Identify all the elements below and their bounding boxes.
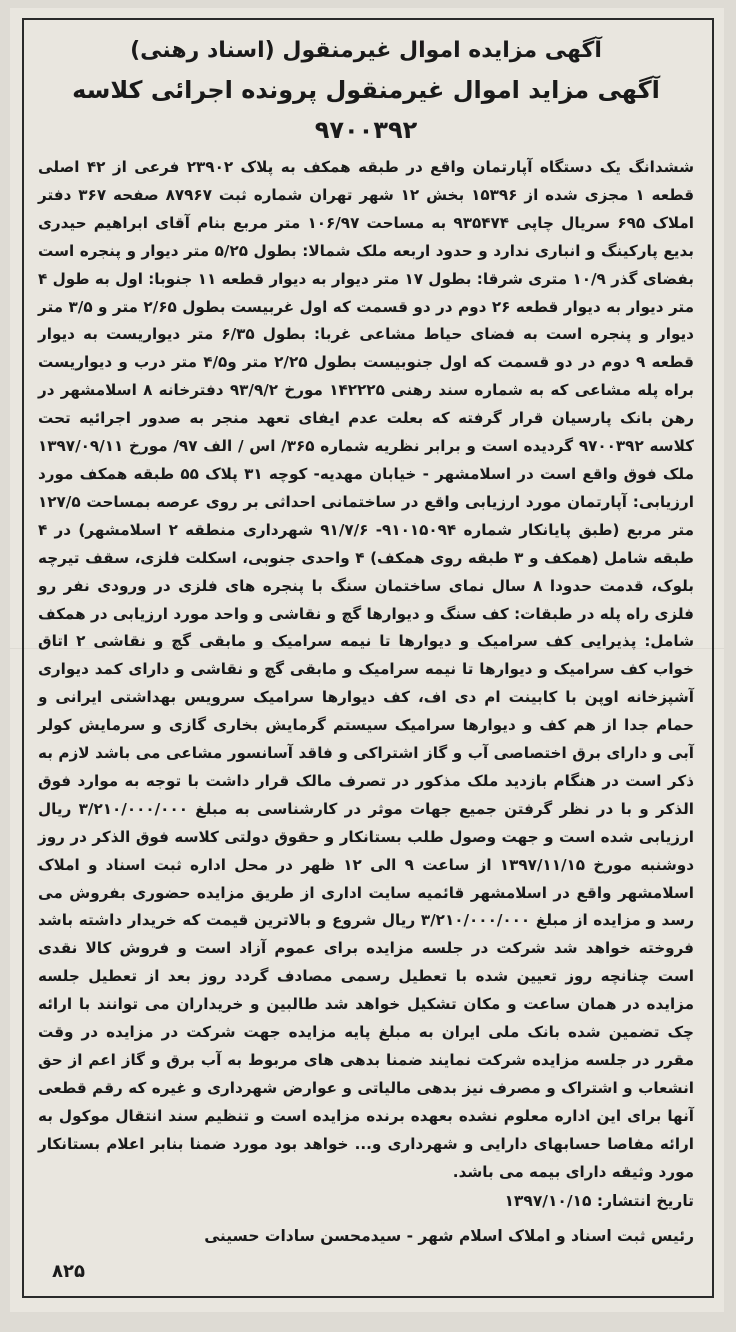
page-number: ۸۲۵ xyxy=(52,1261,85,1282)
notice-subtitle: آگهی مزاید اموال غیرمنقول پرونده اجرائی کلاسه ۹۷۰۰۳۹۲ xyxy=(72,76,660,144)
publish-date: تاریخ انتشار: ۱۳۹۷/۱۰/۱۵ xyxy=(504,1191,694,1210)
signature-line: رئیس ثبت اسناد و املاک اسلام شهر - سیدمحسن سادات حسینی xyxy=(204,1226,694,1245)
notice-body: ششدانگ یک دستگاه آپارتمان واقع در طبقه همکف به پلاک ۲۳۹۰۲ فرعی از ۴۲ اصلی قطعه ۱ مجزی شده از ۱۵۳۹۶ بخش ۱۲ شهر تهران شماره ثبت ۸۷۹۶۷ صفحه ۳۶۷ دفتر املاک ۶۹۵ سریال چاپی ۹۳۵۴۷۴ به مساحت ۱۰۶/۹۷ متر مربع بنام آقای ابراهیم حیدری بدیع پارکینگ و انباری ندارد و حدود اربعه ملک شمالا: بطول ۵/۲۵ متر دیوار و پنجره است بفضای گذر ۱۰/۹ متری شرقا: بطول ۱۷ متر دیوار به دیوار قطعه ۱۱ جنوبا: اول به طول ۴ متر دیوار به دیوار قطعه ۲۶ دوم در دو قسمت که اول غربیست بطول ۲/۶۵ متر و ۳/۵ متر دیوار و پنجره است به فضای حیاط مشاعی غربا: بطول ۶/۳۵ متر دیواریست به دیوار قطعه ۹ دوم در دو قسمت که اول جنوبیست بطول ۲/۲۵ متر و۴/۵ متر درب و دیواریست براه پله مشاعی که به شماره سند رهنی ۱۴۲۲۲۵ مورخ ۹۳/۹/۲ دفترخانه ۸ اسلامشهر در رهن بانک پارسیان قرار گرفته که بعلت عدم ایفای تعهد منجر به صدور اجرائیه تحت کلاسه ۹۷۰۰۳۹۲ گردیده است و برابر نظریه شماره ۳۶۵/ اس / الف ۹۷/ مورخ ۱۳۹۷/۰۹/۱۱ ملک فوق واقع است در اسلامشهر - خیابان مهدیه- کوچه ۳۱ پلاک ۵۵ طبقه همکف مورد ارزیابی: آپارتمان مورد ارزیابی واقع در ساختمانی احداثی بر روی عرصه بمساحت ۱۲۷/۵ متر مربع (طبق پایانکار شماره ۹۱۰۱۵۰۹۴- ۹۱/۷/۶ شهرداری منطقه ۲ اسلامشهر) در ۴ طبقه شامل (همکف و ۳ طبقه روی همکف) ۴ واحدی جنوبی، اسکلت فلزی، سقف تیرچه بلوک، قدمت حدودا ۸ سال نمای ساختمان سنگ با پنجره های فلزی در ورودی نفر رو فلزی راه پله در طبقات: کف سنگ و دیوارها گچ و نقاشی و واحد مورد ارزیابی در همکف شامل: پذیرایی کف سرامیک و دیوارها تا نیمه سرامیک و مابقی گچ و نقاشی ۲ اتاق خواب کف سرامیک و دیوارها تا نیمه سرامیک و مابقی گچ و نقاشی و دارای کمد دیواری آشپزخانه اوپن با کابینت ام دی اف، کف دیوارها سرامیک سرویس بهداشتی ایرانی و حمام جدا از هم کف و دیوارها سرامیک سیستم گرمایش بخاری گازی و سرمایش کولر آبی و دارای برق اختصاصی آب و گاز اشتراکی و فاقد آسانسور مشاعی می باشد لازم به ذکر است در هنگام بازدید ملک مذکور در تصرف مالک قرار داشت با توجه به موارد فوق الذکر و با در نظر گرفتن جمیع جهات موثر در کارشناسی به مبلغ ۳/۲۱۰/۰۰۰/۰۰۰ ریال ارزیابی شده است و جهت وصول طلب بستانکار و حقوق دولتی کلاسه فوق الذکر در روز دوشنبه مورخ ۱۳۹۷/۱۱/۱۵ از ساعت ۹ الی ۱۲ ظهر در محل اداره ثبت اسناد و املاک اسلامشهر واقع در اسلامشهر قائمیه سایت اداری از طریق مزایده حضوری بفروش می رسد و مزایده از مبلغ ۳/۲۱۰/۰۰۰/۰۰۰ ریال شروع و بالاترین قیمت که خریدار داشته باشد فروخته خواهد شد شرکت در جلسه مزایده برای عموم آزاد است و فروش کالا نقدی است چنانچه روز تعیین شده با تعطیل رسمی مصادف گردد روز بعد از تعطیل جلسه مزایده در همان ساعت و مکان تشکیل خواهد شد طالبین و خریداران می توانند با ارائه چک تضمین شده بانک ملی ایران به مبلغ پایه مزایده جهت شرکت در مزایده در وقت مقرر در جلسه مزایده شرکت نمایند ضمنا بدهی های مربوط به آب برق و گاز اعم از حق انشعاب و اشتراک و مصرف نیز بدهی مالیاتی و عوارض شهرداری و غیره که رقم قطعی آنها برای این اداره معلوم نشده بعهده برنده مزایده است و تنظیم سند انتقال موکول به ارائه مفاصا حسابهای دارایی و شهرداری و... خواهد بود مورد ضمنا بنابر اعلام بستانکار مورد وثیقه دارای بیمه می باشد. xyxy=(38,158,695,1181)
notice-title: آگهی مزایده اموال غیرمنقول (اسناد رهنی) xyxy=(130,38,602,63)
notice-box xyxy=(22,18,714,1298)
